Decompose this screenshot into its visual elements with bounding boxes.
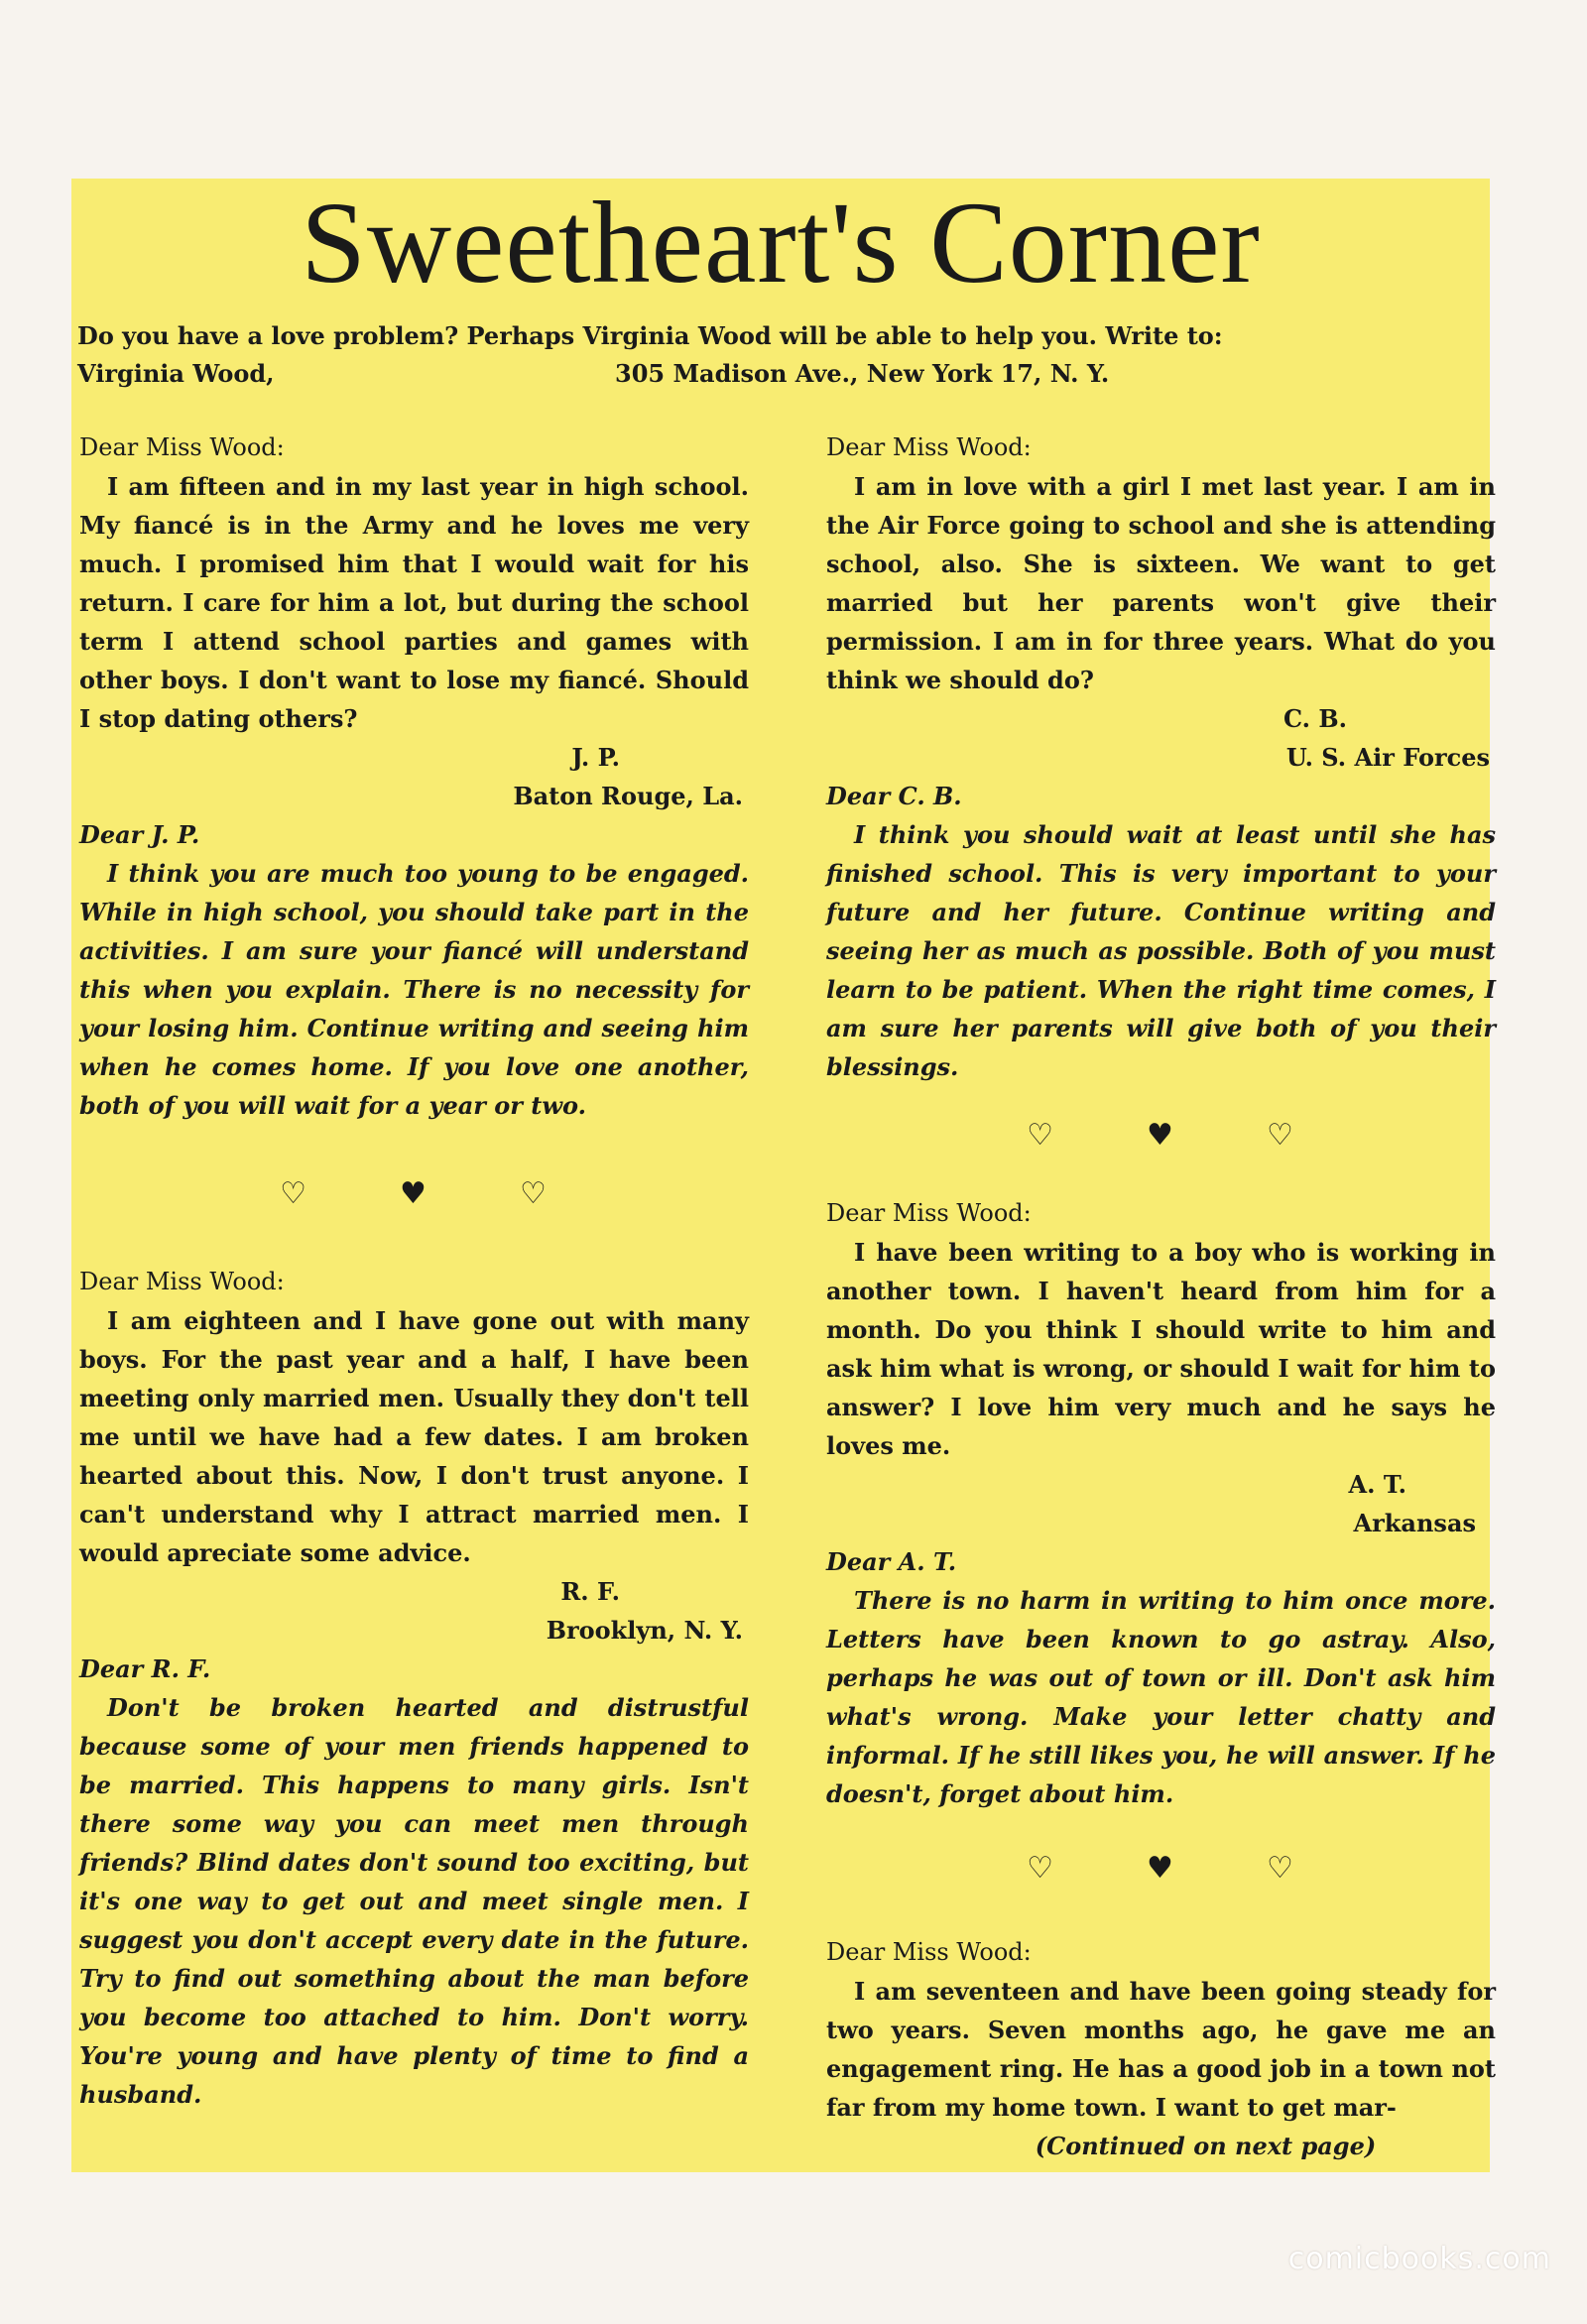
- letter-salutation: Dear Miss Wood:: [826, 1199, 1032, 1227]
- letter-body: I have been writing to a boy who is working in another town. I haven't heard from him for a month. Do you think I should write to him and ask him what is wrong, or should I wait for him to answer? I love him very much and he says he loves me.: [826, 1238, 1496, 1460]
- letter-salutation: Dear Miss Wood:: [79, 1268, 285, 1295]
- letter-signature-name: C. B.: [1282, 704, 1347, 733]
- reply-salutation: Dear A. T.: [826, 1547, 957, 1576]
- reply-salutation: Dear R. F.: [79, 1654, 211, 1683]
- letter-signature-place: U. S. Air Forces: [1285, 743, 1490, 772]
- intro-street: 305 Madison Ave., New York 17, N. Y.: [615, 359, 1110, 388]
- reply-body: I think you are much too young to be engaged. While in high school, you should take part in the activities. I am sure your fiancé will understand this when you explain. There is no necessity for your losing him. Continue writing and seeing him when he comes home. If you love one another, both of you will wait for a year or two.: [79, 859, 749, 1120]
- letter-signature-place: Baton Rouge, La.: [513, 782, 743, 810]
- intro-address: [77, 355, 1486, 393]
- letter-5: [826, 1933, 1496, 2127]
- heart-outline-icon: ♡: [1027, 1851, 1056, 1886]
- reply-1: [79, 815, 749, 1125]
- intro: [77, 317, 1486, 393]
- letter-signature-name: J. P.: [571, 743, 620, 772]
- heart-divider: [826, 1116, 1496, 1155]
- letter-signature-name: R. F.: [560, 1577, 620, 1606]
- letter-1: [79, 428, 749, 815]
- heart-outline-icon: ♡: [1266, 1851, 1295, 1886]
- reply-body: Don't be broken hearted and distrustful because some of your men friends happened to be married. This happens to many girls. Isn't there some way you can meet men through friends? Blind dates don't sound too exciting, but it's one way to get out and meet single men. I suggest you don't accept every date in the future. Try to find out something about the man before you become too attached to him. Don't worry. You're young and have plenty of time to find a husband.: [79, 1693, 749, 2109]
- heart-solid-icon: ♥: [1147, 1851, 1175, 1886]
- reply-salutation: Dear C. B.: [826, 782, 962, 810]
- heart-solid-icon: ♥: [1147, 1118, 1175, 1153]
- continued-note: (Continued on next page): [1035, 2132, 1377, 2160]
- heart-outline-icon: ♡: [1027, 1118, 1056, 1153]
- letter-3: [826, 428, 1496, 777]
- intro-line: Do you have a love problem? Perhaps Virginia Wood will be able to help you. Write to:: [77, 321, 1223, 350]
- reply-salutation: Dear J. P.: [79, 820, 200, 849]
- letter-body: I am fifteen and in my last year in high school. My fiancé is in the Army and he loves me very much. I promised him that I would wait for his return. I care for him a lot, but during the school term I attend school parties and games with other boys. I don't want to lose my fiancé. Should I stop dating others?: [79, 472, 749, 733]
- left-column: [79, 428, 749, 2114]
- reply-3: [826, 777, 1496, 1086]
- letter-salutation: Dear Miss Wood:: [826, 1938, 1032, 1966]
- heart-outline-icon: ♡: [280, 1176, 309, 1211]
- reply-4: [826, 1542, 1496, 1813]
- letter-body: I am seventeen and have been going steady for two years. Seven months ago, he gave me an engagement ring. He has a good job in a town not far from my home town. I want to get mar-: [826, 1977, 1496, 2122]
- letter-2: [79, 1263, 749, 1650]
- letter-body: I am in love with a girl I met last year. I am in the Air Force going to school and she is attending school, also. She is sixteen. We want to get married but her parents won't give their permission. I am in for three years. What do you think we should do?: [826, 472, 1496, 694]
- reply-body: I think you should wait at least until she has finished school. This is very important to your future and her future. Continue writing and seeing her as much as possible. Both of you must learn to be patient. When the right time comes, I am sure her parents will give both of you their blessings.: [826, 820, 1496, 1081]
- letter-body: I am eighteen and I have gone out with many boys. For the past year and a half, I have been meeting only married men. Usually they don't tell me until we have had a few dates. I am broken hearted about this. Now, I don't trust anyone. I can't understand why I attract married men. I would apreciate some advice.: [79, 1306, 749, 1567]
- letter-signature-place: Brooklyn, N. Y.: [546, 1616, 743, 1645]
- page-title: Sweetheart's Corner: [301, 178, 1261, 307]
- heart-divider: [79, 1174, 749, 1213]
- watermark: comicbooks.com: [1287, 2242, 1551, 2276]
- heart-divider: [826, 1849, 1496, 1888]
- letter-salutation: Dear Miss Wood:: [79, 433, 285, 461]
- heart-outline-icon: ♡: [519, 1176, 549, 1211]
- reply-2: [79, 1650, 749, 2114]
- letter-signature-place: Arkansas: [1353, 1509, 1476, 1537]
- letter-salutation: Dear Miss Wood:: [826, 433, 1032, 461]
- intro-name: Virginia Wood,: [77, 359, 275, 388]
- right-column: [826, 428, 1496, 2165]
- heart-outline-icon: ♡: [1266, 1118, 1295, 1153]
- letter-4: [826, 1194, 1496, 1542]
- reply-body: There is no harm in writing to him once more. Letters have been known to go astray. Also, perhaps he was out of town or ill. Don't ask him what's wrong. Make your letter chatty and informal. If he still likes you, he will answer. If he doesn't, forget about him.: [826, 1586, 1496, 1808]
- letter-signature-name: A. T.: [1348, 1470, 1406, 1499]
- heart-solid-icon: ♥: [400, 1176, 428, 1211]
